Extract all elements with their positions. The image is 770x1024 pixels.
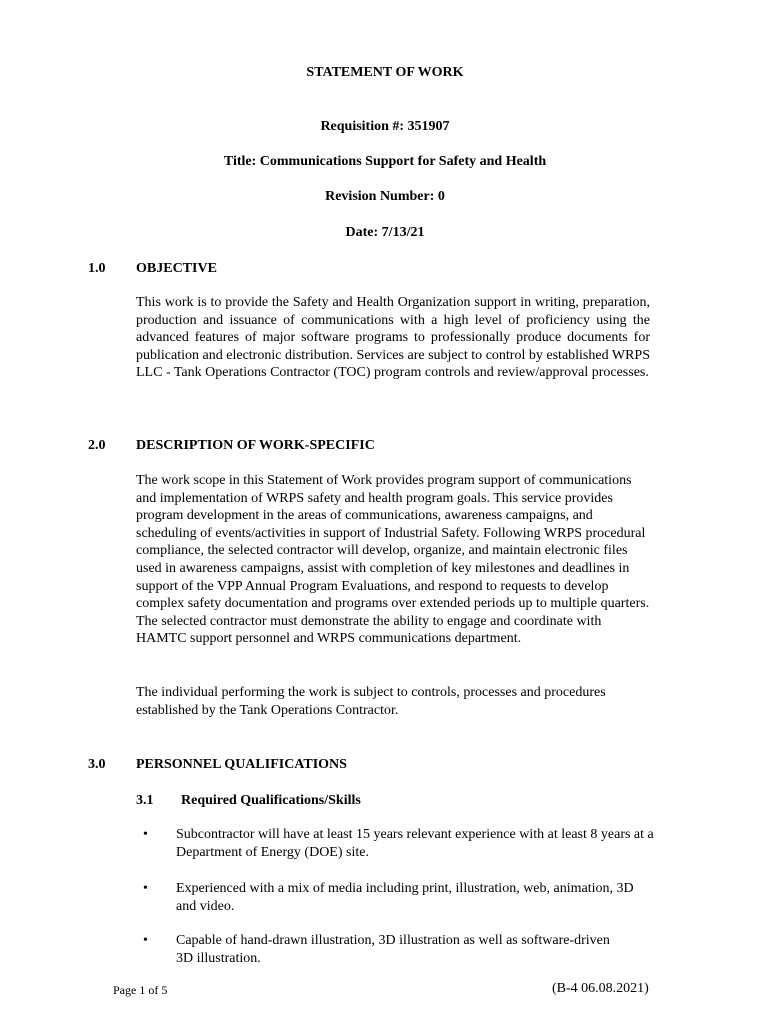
form-code: (B-4 06.08.2021)	[552, 981, 649, 996]
section-3-heading: PERSONNEL QUALIFICATIONS	[136, 757, 347, 772]
bullet-icon: •	[143, 827, 148, 842]
bullet-icon: •	[143, 881, 148, 896]
subsection-3-1-heading: Required Qualifications/Skills	[181, 793, 361, 808]
list-item: Experienced with a mix of media including print, illustration, web, animation, 3D and video.	[176, 881, 634, 914]
document-subject-title: Title: Communications Support for Safety and Health	[223, 154, 547, 169]
bullet-icon: •	[143, 933, 148, 948]
document-title: STATEMENT OF WORK	[306, 65, 464, 80]
section-1-number: 1.0	[88, 261, 106, 276]
section-3-number: 3.0	[88, 757, 106, 772]
list-item: Subcontractor will have at least 15 years relevant experience with at least 8 years at a Department of Energy (DOE) site.	[176, 827, 654, 860]
revision-number: Revision Number: 0	[325, 189, 445, 204]
section-2-heading: DESCRIPTION OF WORK-SPECIFIC	[136, 438, 375, 453]
document-date: Date: 7/13/21	[345, 225, 425, 240]
list-item: Capable of hand-drawn illustration, 3D illustration as well as software-driven 3D illustration.	[176, 933, 610, 966]
requisition-number: Requisition #: 351907	[320, 119, 450, 134]
section-2-paragraph-2: The individual performing the work is subject to controls, processes and procedures established by the Tank Operations Contractor.	[136, 685, 606, 718]
subsection-3-1-number: 3.1	[136, 793, 154, 808]
section-2-number: 2.0	[88, 438, 106, 453]
section-2-paragraph-1: The work scope in this Statement of Work provides program support of communications and implementation of WRPS safety and health program goals. This service provides program development in the areas of communications, awareness campaigns, and scheduling of events/activities in support of Industrial Safety. Following WRPS procedural compliance, the selected contractor will develop, organize, and maintain electronic files used in awareness campaigns, assist with completion of key milestones and deadlines in support of the VPP Annual Program Evaluations, and respond to requests to develop complex safety documentation and programs over extended periods up to multiple quarters. The selected contractor must demonstrate the ability to engage and coordinate with HAMTC support personnel and WRPS communications department.	[136, 473, 650, 647]
page-number: Page 1 of 5	[113, 983, 168, 997]
section-1-paragraph: This work is to provide the Safety and Health Organization support in writing, preparation, production and issuance of communications with a high level of proficiency using the advanced features of major software programs to professionally produce documents for publication and electronic distribution. Services are subject to control by established WRPS LLC - Tank Operations Contractor (TOC) program controls and review/approval processes.	[136, 295, 650, 381]
section-1-heading: OBJECTIVE	[136, 261, 217, 276]
